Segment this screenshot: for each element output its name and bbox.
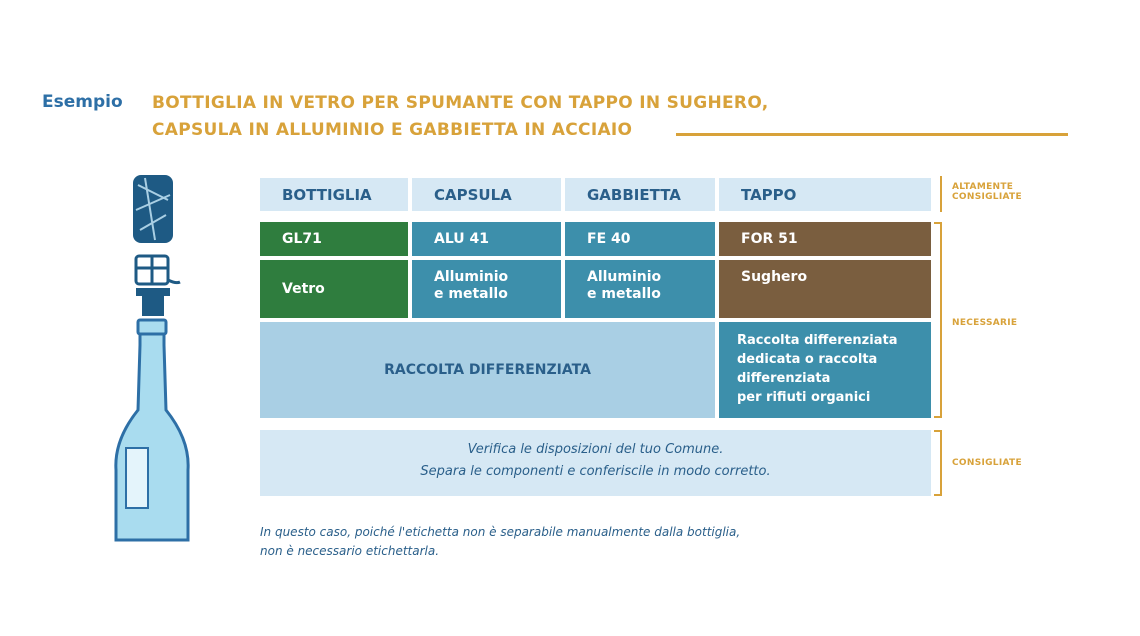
capsule-icon	[136, 288, 170, 316]
header-tappo: TAPPO	[719, 178, 931, 211]
material-tappo	[719, 260, 931, 318]
label-highly-recommended-2: CONSIGLIATE	[952, 192, 1022, 202]
material-gabbietta-line2: e metallo	[587, 286, 661, 302]
footnote	[260, 523, 740, 561]
code-gabbietta: FE 40	[565, 222, 715, 256]
wire-cage-icon	[136, 256, 180, 284]
bracket-highly-recommended	[940, 176, 942, 212]
bottle-illustration	[100, 170, 210, 550]
material-gabbietta-line1: Alluminio	[587, 269, 662, 285]
material-capsula-line2: e metallo	[434, 286, 508, 302]
bracket-required	[940, 222, 942, 418]
raccolta-tappo-line1: Raccolta differenziata	[737, 333, 898, 348]
header-gabbietta: GABBIETTA	[565, 178, 715, 211]
code-tappo: FOR 51	[719, 222, 931, 256]
raccolta-tappo-line4: per rifiuti organici	[737, 390, 871, 405]
material-bottiglia-text: Vetro	[282, 280, 325, 297]
label-highly-recommended-1: ALTAMENTE	[952, 182, 1014, 192]
glass-bottle-icon	[116, 320, 188, 540]
raccolta-differenziata-main: RACCOLTA DIFFERENZIATA	[260, 322, 715, 418]
bracket-required-bottom	[934, 416, 942, 418]
title-line-1: BOTTIGLIA IN VETRO PER SPUMANTE CON TAPPO IN SUGHERO,	[152, 93, 769, 113]
material-bottiglia	[260, 260, 408, 318]
label-required: NECESSARIE	[952, 318, 1018, 328]
municipal-note-box	[260, 430, 931, 496]
label-highly-recommended	[952, 182, 1022, 202]
title-underline	[676, 133, 1068, 136]
raccolta-tappo	[719, 322, 931, 418]
header-bottiglia: BOTTIGLIA	[260, 178, 408, 211]
footnote-line-2: non è necessario etichettarla.	[260, 544, 440, 558]
code-capsula: ALU 41	[412, 222, 561, 256]
raccolta-tappo-line2: dedicata o raccolta	[737, 352, 878, 367]
header-capsula: CAPSULA	[412, 178, 561, 211]
material-gabbietta	[565, 260, 715, 318]
title-line-2: CAPSULA IN ALLUMINIO E GABBIETTA IN ACCIAIO	[152, 120, 633, 140]
example-label: Esempio	[42, 92, 123, 112]
material-capsula-line1: Alluminio	[434, 269, 509, 285]
footnote-line-1: In questo caso, poiché l'etichetta non è separabile manualmente dalla bottiglia,	[260, 525, 741, 539]
material-capsula	[412, 260, 561, 318]
bracket-recommended-bottom	[934, 494, 942, 496]
code-bottiglia: GL71	[260, 222, 408, 256]
material-tappo-text: Sughero	[741, 269, 808, 285]
note-line-1: Verifica le disposizioni del tuo Comune.	[467, 442, 724, 457]
cork-icon	[133, 175, 173, 243]
label-recommended: CONSIGLIATE	[952, 458, 1022, 468]
raccolta-tappo-line3: differenziata	[737, 371, 831, 386]
note-line-2: Separa le componenti e conferiscile in modo corretto.	[420, 464, 771, 479]
bracket-recommended	[940, 430, 942, 496]
